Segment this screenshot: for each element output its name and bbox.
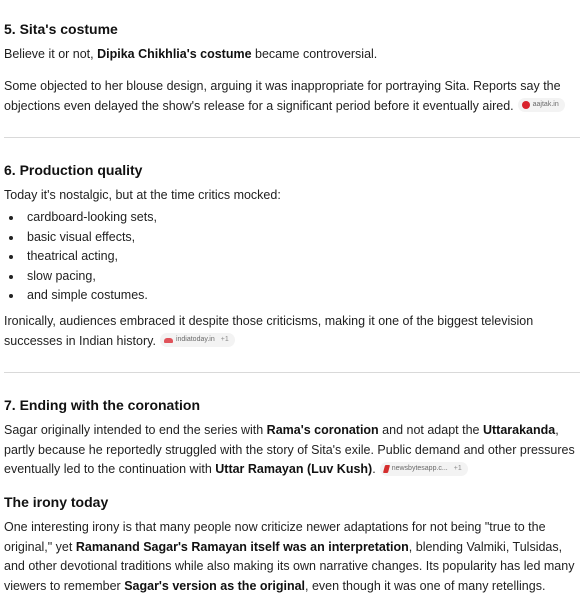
source-label: aajtak.in xyxy=(532,101,559,109)
section-5-heading: 5. Sita's costume xyxy=(4,21,118,37)
section-5-body xyxy=(4,77,580,116)
newsbytes-logo-icon xyxy=(383,465,390,473)
criticism-list xyxy=(4,208,580,306)
source-extra-count: +1 xyxy=(220,336,229,344)
source-extra-count: +1 xyxy=(453,464,462,472)
aajtak-logo-icon xyxy=(522,101,530,109)
text-fragment: One interesting irony is that many people now criticize newer adaptations for not being "true to the original," yet xyxy=(4,520,546,554)
bold-text: Rama's coronation xyxy=(266,423,379,437)
text-fragment: Believe it or not, xyxy=(4,47,98,61)
indiatoday-logo-icon xyxy=(164,338,173,343)
irony-heading: The irony today xyxy=(4,494,109,510)
source-chip-indiatoday[interactable] xyxy=(160,333,235,347)
list-item: theatrical acting, xyxy=(4,247,580,267)
bold-text: Uttarakanda xyxy=(482,423,556,437)
text-fragment: Some objected to her blouse design, arguing it was inappropriate for portraying Sita. Reports say the objections even delayed the show's release for a significant period before it eventually aired. xyxy=(4,79,561,113)
section-6-intro: Today it's nostalgic, but at the time critics mocked: xyxy=(4,188,281,202)
bold-text: Dipika Chikhlia's costume xyxy=(97,47,252,61)
text-fragment: became controversial. xyxy=(251,47,378,61)
text-fragment: Ironically, audiences embraced it despite those criticisms, making it one of the biggest television successes in Indian history. xyxy=(4,314,534,348)
list-item: cardboard-looking sets, xyxy=(4,208,580,228)
list-item: and simple costumes. xyxy=(4,286,580,306)
text-fragment: . xyxy=(372,462,376,476)
source-label: indiatoday.in xyxy=(175,336,215,344)
section-divider xyxy=(4,372,580,373)
bold-text: Ramanand Sagar's Ramayan itself was an interpretation xyxy=(75,539,409,554)
source-chip-newsbytes[interactable] xyxy=(380,462,468,476)
bold-text: Uttar Ramayan (Luv Kush) xyxy=(215,462,373,476)
section-7-heading: 7. Ending with the coronation xyxy=(4,397,200,413)
list-item: slow pacing, xyxy=(4,267,580,287)
section-5-intro xyxy=(4,45,580,65)
source-label: newsbytesapp.c... xyxy=(391,464,448,472)
section-6-heading: 6. Production quality xyxy=(4,162,143,178)
text-fragment: and not adapt the xyxy=(378,423,483,437)
list-item: basic visual effects, xyxy=(4,228,580,248)
bold-text: Sagar's version as the original xyxy=(124,578,306,593)
text-fragment: , blending Valmiki, Tulsidas, and other devotional traditions while also making its own narrative changes. Its popularity has led many viewers to remember xyxy=(4,539,575,593)
irony-body xyxy=(4,518,580,596)
text-fragment: Sagar originally intended to end the series with xyxy=(4,423,267,437)
section-divider xyxy=(4,137,580,138)
text-fragment: , partly because he reportedly struggled with the story of Sita's exile. Public demand and other pressures eventually led to the continuation with xyxy=(4,423,575,476)
section-7-body xyxy=(4,421,580,480)
source-chip-aajtak[interactable] xyxy=(518,98,565,112)
text-fragment: , even though it was one of many retellings. xyxy=(305,578,546,593)
section-6-body xyxy=(4,312,580,351)
